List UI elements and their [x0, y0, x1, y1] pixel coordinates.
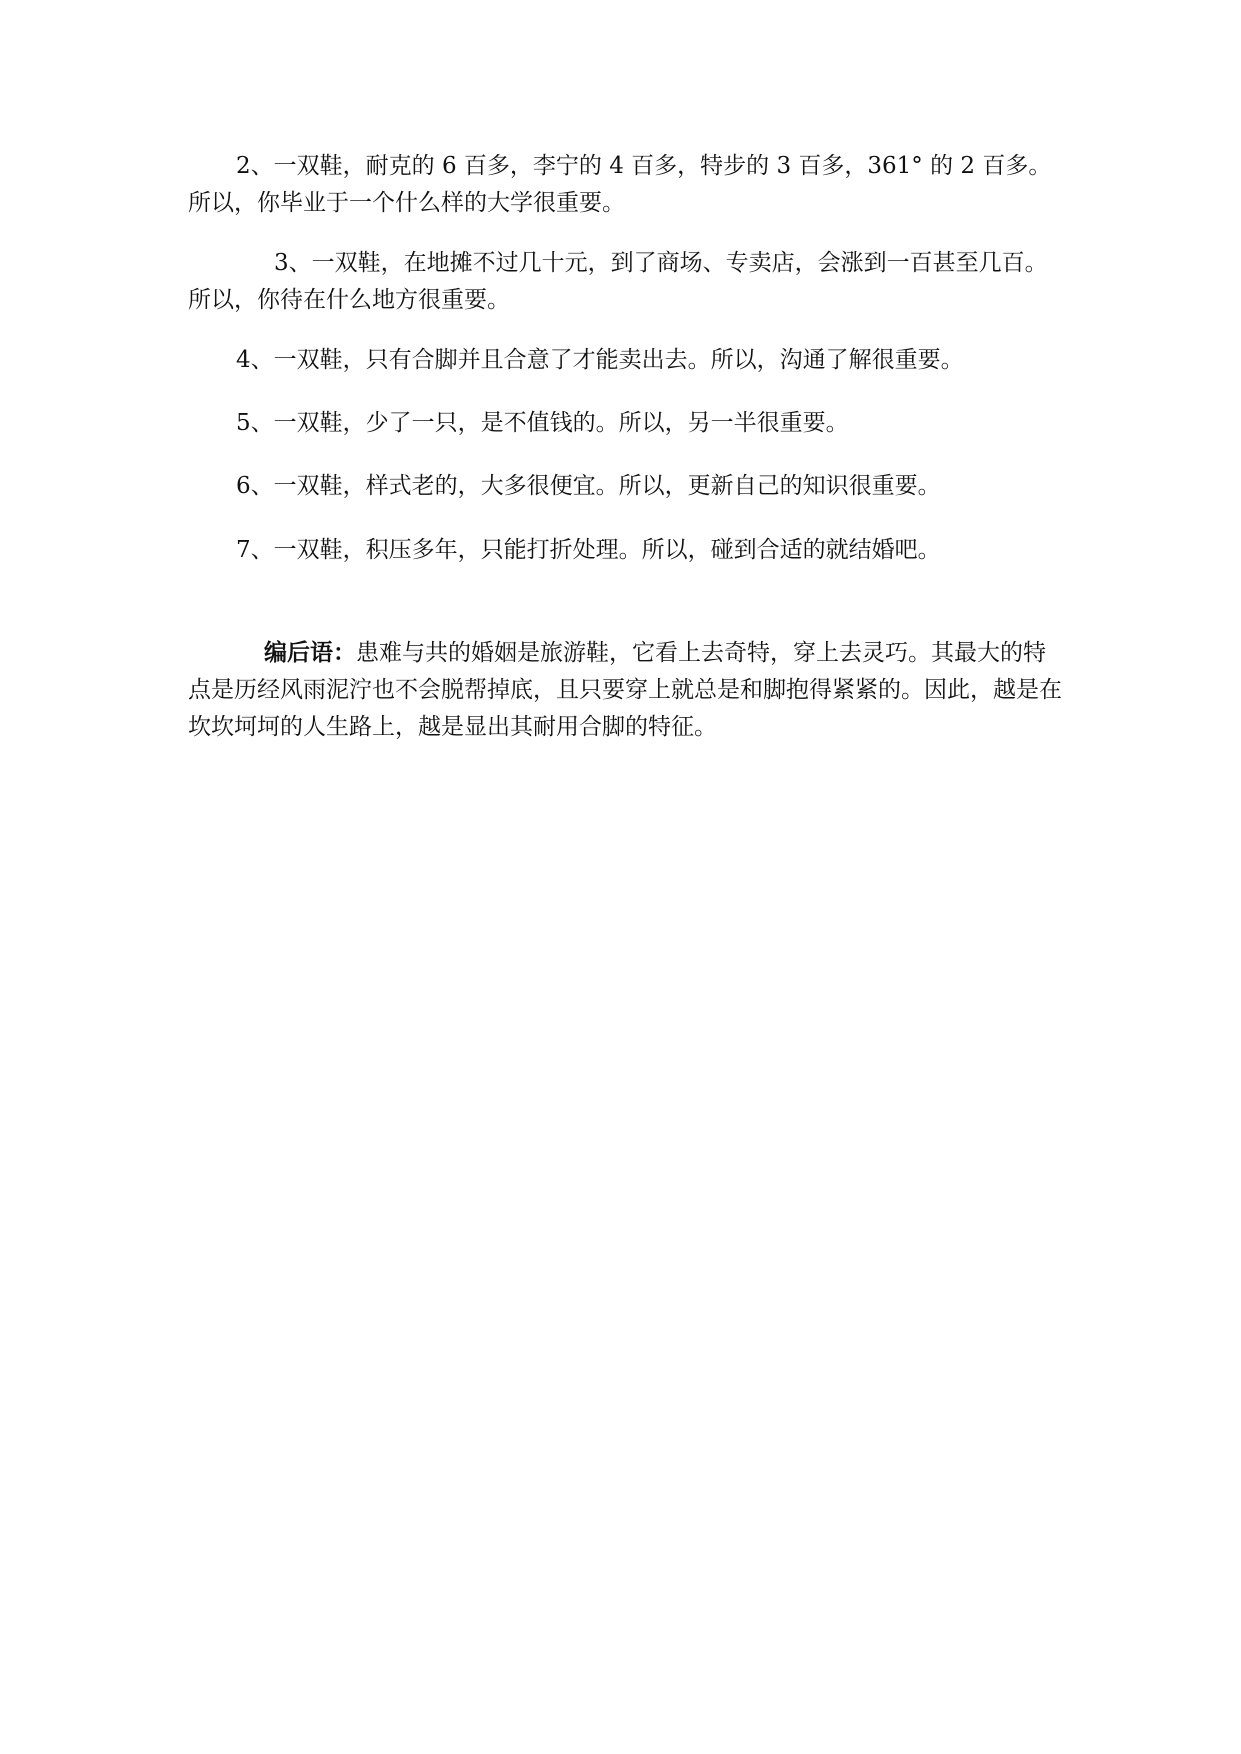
afterword-label: 编后语：	[264, 639, 356, 666]
afterword-paragraph	[188, 634, 1063, 746]
paragraph-7: 7、一双鞋，积压多年，只能打折处理。所以，碰到合适的就结婚吧。	[236, 537, 941, 563]
paragraph-2: 2、一双鞋，耐克的 6 百多，李宁的 4 百多，特步的 3 百多，361° 的 2 百多。所以，你毕业于一个什么样的大学很重要。	[188, 153, 1052, 216]
paragraph-4: 4、一双鞋，只有合脚并且合意了才能卖出去。所以，沟通了解很重要。	[236, 347, 964, 373]
paragraph-3: 3、一双鞋，在地摊不过几十元，到了商场、专卖店，会涨到一百甚至几百。所以，你待在什么地方很重要。	[188, 250, 1048, 313]
paragraph-6: 6、一双鞋，样式老的，大多很便宜。所以，更新自己的知识很重要。	[236, 473, 941, 499]
paragraph-5: 5、一双鞋，少了一只，是不值钱的。所以，另一半很重要。	[236, 410, 849, 436]
afterword-text: 患难与共的婚姻是旅游鞋，它看上去奇特，穿上去灵巧。其最大的特点是历经风雨泥泞也不会脱帮掉底，且只要穿上就总是和脚抱得紧紧的。因此，越是在坎坎坷坷的人生路上，越是显出其耐用合脚的特征。	[188, 640, 1062, 740]
